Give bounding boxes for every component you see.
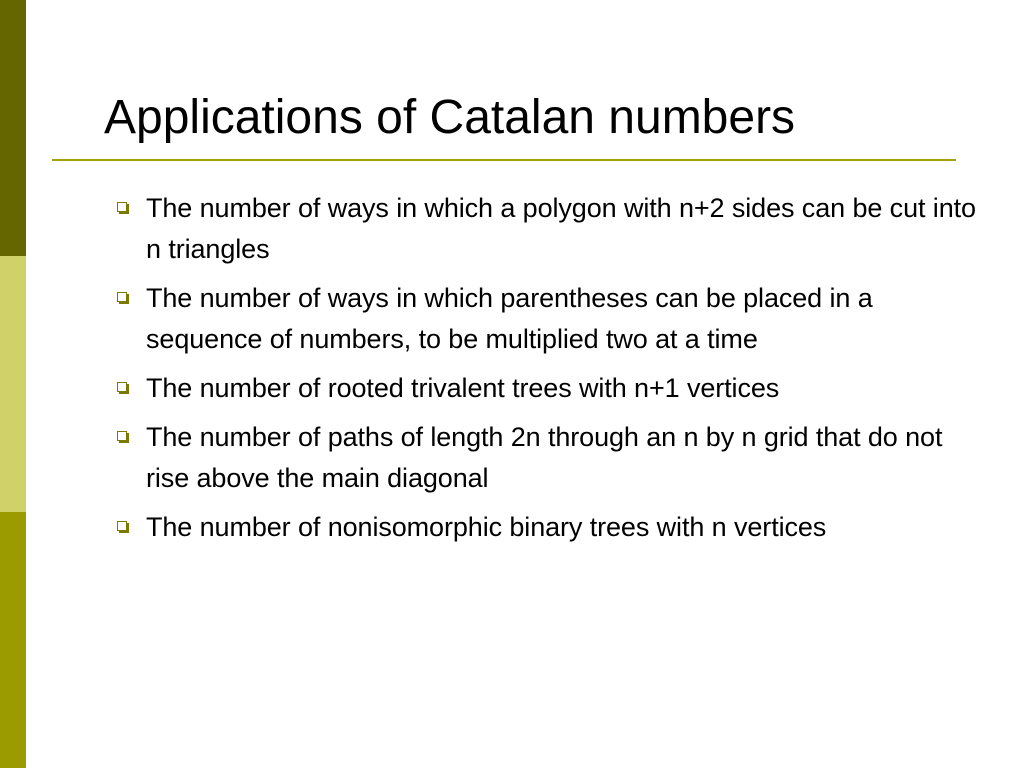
side-bar-bottom-segment bbox=[0, 512, 26, 768]
bullet-item bbox=[113, 507, 988, 548]
side-bar-middle-segment bbox=[0, 256, 26, 512]
bullet-text: The number of ways in which a polygon with n+2 sides can be cut into n triangles bbox=[146, 193, 976, 264]
hollow-square-bullet-icon bbox=[117, 521, 127, 531]
slide-title: Applications of Catalan numbers bbox=[104, 91, 796, 144]
bullet-item bbox=[113, 188, 988, 270]
bullet-list bbox=[113, 188, 988, 556]
hollow-square-bullet-icon bbox=[117, 202, 127, 212]
bullet-text: The number of ways in which parentheses can be placed in a sequence of numbers, to be multiplied two at a time bbox=[146, 283, 873, 354]
bullet-text: The number of nonisomorphic binary trees with n vertices bbox=[146, 512, 827, 542]
side-bar-top-segment bbox=[0, 0, 26, 256]
hollow-square-bullet-icon bbox=[117, 382, 127, 392]
title-underline bbox=[52, 159, 956, 161]
hollow-square-bullet-icon bbox=[117, 431, 127, 441]
hollow-square-bullet-icon bbox=[117, 292, 127, 302]
bullet-item bbox=[113, 417, 988, 499]
side-color-bar bbox=[0, 0, 26, 768]
bullet-text: The number of rooted trivalent trees with n+1 vertices bbox=[146, 373, 780, 403]
bullet-item bbox=[113, 278, 988, 360]
bullet-text: The number of paths of length 2n through an n by n grid that do not rise above the main diagonal bbox=[146, 422, 943, 493]
bullet-item bbox=[113, 368, 988, 409]
